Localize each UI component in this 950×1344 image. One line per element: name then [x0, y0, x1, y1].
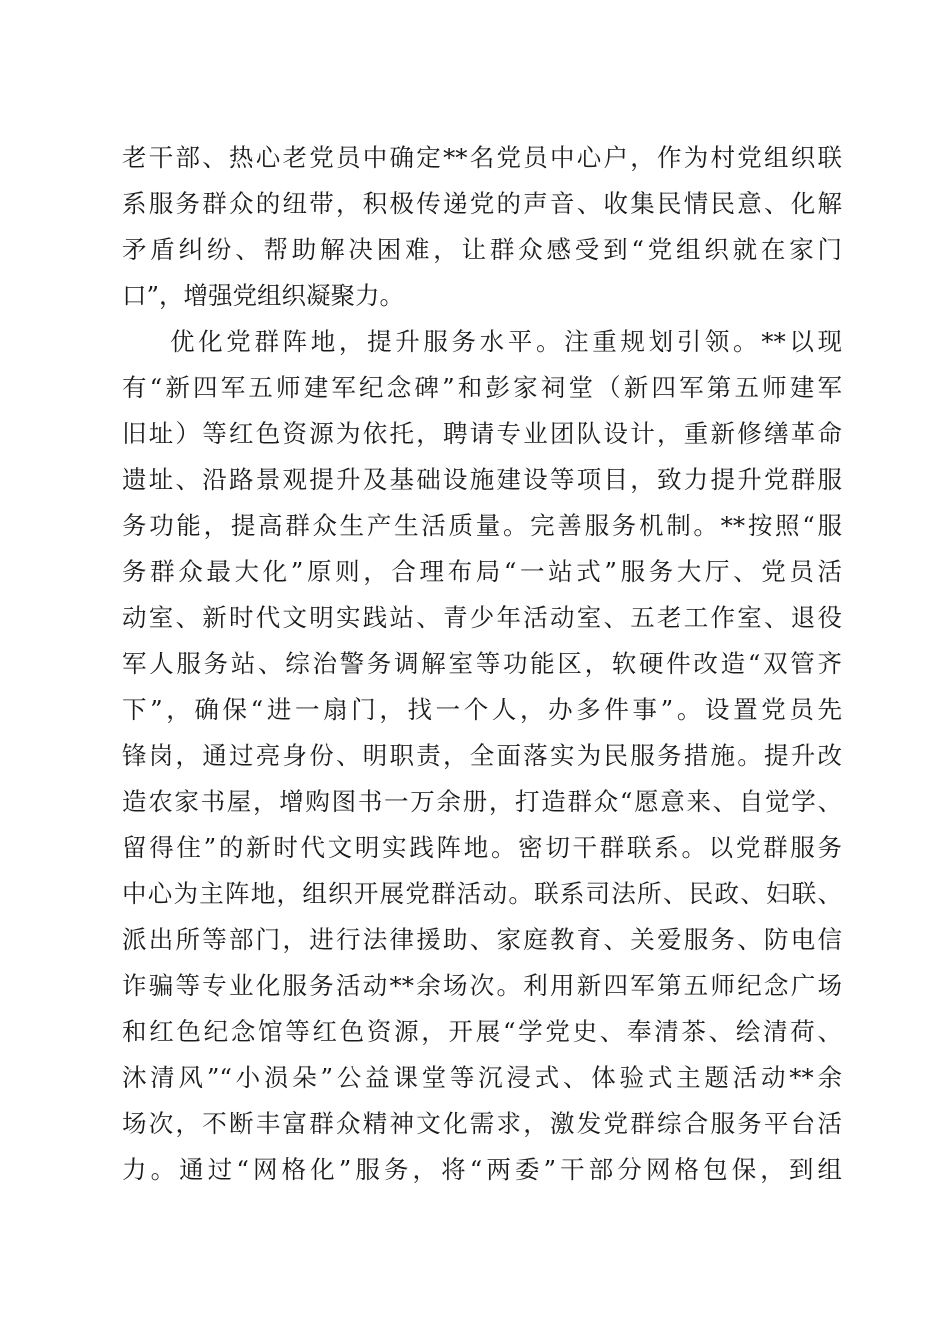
text-line: 务功能，提高群众生产生活质量。完善服务机制。**按照“服 — [122, 511, 842, 540]
text-line: 下”，确保“进一扇门，找一个人，办多件事”。设置党员先 — [122, 695, 842, 724]
text-line: 有“新四军五师建军纪念碑”和彭家祠堂（新四军第五师建军 — [122, 373, 842, 402]
paragraph-first-line: 优化党群阵地，提升服务水平。注重规划引领。**以现 — [170, 327, 842, 356]
text-line: 务群众最大化”原则，合理布局“一站式”服务大厅、党员活 — [122, 557, 842, 586]
text-line: 和红色纪念馆等红色资源，开展“学党史、奉清茶、绘清荷、 — [122, 1017, 842, 1046]
text-line: 中心为主阵地，组织开展党群活动。联系司法所、民政、妇联、 — [122, 879, 842, 908]
text-line: 矛盾纠纷、帮助解决困难，让群众感受到“党组织就在家门 — [122, 235, 842, 264]
text-line: 力。通过“网格化”服务，将“两委”干部分网格包保，到组 — [122, 1155, 842, 1184]
text-line: 军人服务站、综治警务调解室等功能区，软硬件改造“双管齐 — [122, 649, 842, 678]
text-line: 动室、新时代文明实践站、青少年活动室、五老工作室、退役 — [122, 603, 842, 632]
text-line: 老干部、热心老党员中确定**名党员中心户，作为村党组织联 — [122, 143, 842, 172]
text-line: 沐清风”“小涢朵”公益课堂等沉浸式、体验式主题活动**余 — [122, 1063, 842, 1092]
text-line: 口”，增强党组织凝聚力。 — [122, 281, 405, 310]
text-line: 派出所等部门，进行法律援助、家庭教育、关爱服务、防电信 — [122, 925, 842, 954]
text-line: 系服务群众的纽带，积极传递党的声音、收集民情民意、化解 — [122, 189, 842, 218]
text-line: 旧址）等红色资源为依托，聘请专业团队设计，重新修缮革命 — [122, 419, 842, 448]
text-line: 场次，不断丰富群众精神文化需求，激发党群综合服务平台活 — [122, 1109, 842, 1138]
text-line: 诈骗等专业化服务活动**余场次。利用新四军第五师纪念广场 — [122, 971, 842, 1000]
text-line: 造农家书屋，增购图书一万余册，打造群众“愿意来、自觉学、 — [122, 787, 842, 816]
text-line: 遗址、沿路景观提升及基础设施建设等项目，致力提升党群服 — [122, 465, 842, 494]
text-line: 留得住”的新时代文明实践阵地。密切干群联系。以党群服务 — [122, 833, 842, 862]
text-line: 锋岗，通过亮身份、明职责，全面落实为民服务措施。提升改 — [122, 741, 842, 770]
